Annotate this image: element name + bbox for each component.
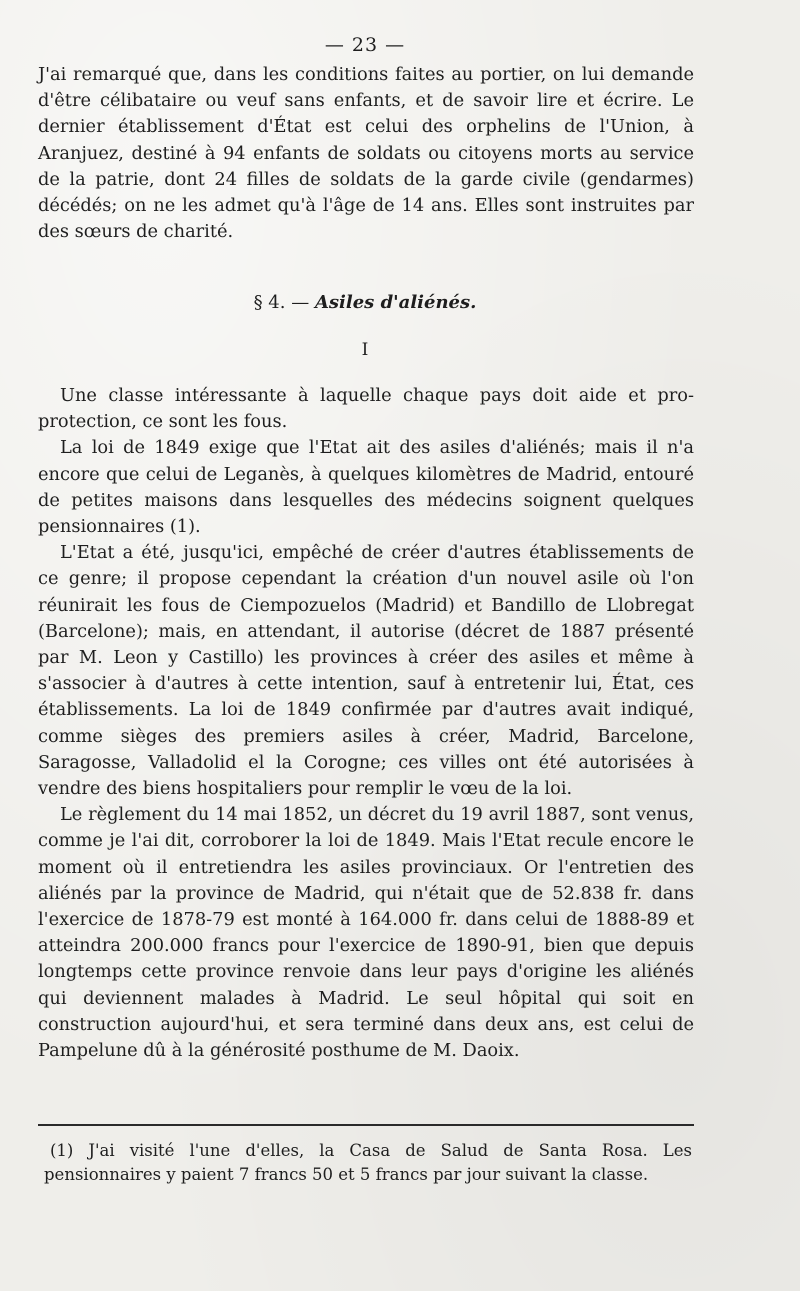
section-title: Asiles d'aliénés.	[314, 292, 477, 313]
body-paragraph: L'Etat a été, jusqu'ici, empêché de créer d'autres établissements de ce genre; il propose cependant la création d'un nouvel asile où l'on réunirait les fous de Ciempozuelos (Madrid) et Bandillo de Llobregat (Barcelone); mais, en attendant, il autorise (décret de 1887 présenté par M. Leon y Castillo) les provinces à créer des asiles et même à s'associer à d'autres à cette intention, sauf à entretenir lui, État, ces établissements. La loi de 1849 confirmée par d'autres avait indiqué, comme sièges des premiers asiles à créer, Madrid, Barcelone, Saragosse, Valladolid el la Corogne; ces villes ont été autorisées à vendre des biens hospitaliers pour remplir le vœu de la loi.	[38, 542, 694, 800]
opening-paragraph: J'ai remarqué que, dans les conditions faites au portier, on lui demande d'être célibataire ou veuf sans enfants, et de savoir lire et écrire. Le dernier établissement d'État est celui des orphelins de l'Union, à Aranjuez, destiné à 94 enfants de soldats ou citoyens morts au service de la patrie, dont 24 filles de soldats de la garde civile (gendarmes) décédés; on ne les admet qu'à l'âge de 14 ans. Elles sont instruites par des sœurs de charité.	[38, 64, 694, 243]
body-paragraph: Une classe intéressante à laquelle chaque pays doit aide et pro- protection, ce sont les fous.	[38, 385, 694, 433]
section-number: § 4. —	[253, 292, 310, 313]
section-body	[38, 383, 694, 1064]
subsection-numeral: I	[361, 340, 369, 360]
body-paragraph: Le règlement du 14 mai 1852, un décret du 19 avril 1887, sont venus, comme je l'ai dit, corroborer la loi de 1849. Mais l'Etat recule encore le moment où il entretiendra les asiles provinciaux. Or l'entretien des aliénés par la province de Madrid, qui n'était que de 52.838 fr. dans l'exercice de 1878-79 est monté à 164.000 fr. dans celui de 1888-89 et atteindra 200.000 francs pour l'exercice de 1890-91, bien que depuis longtemps cette province renvoie dans leur pays d'origine les aliénés qui deviennent malades à Madrid. Le seul hôpital qui soit en construction aujourd'hui, et sera terminé dans deux ans, est celui de Pampelune dû à la générosité posthume de M. Daoix.	[38, 804, 694, 1062]
footnote-separator	[38, 1124, 694, 1126]
opening-text	[38, 62, 694, 245]
body-paragraph: La loi de 1849 exige que l'Etat ait des asiles d'aliénés; mais il n'a encore que celui de Leganès, à quelques kilomètres de Madrid, entouré de petites maisons dans lesquelles des médecins soignent quelques pensionnaires (1).	[38, 437, 694, 538]
section-heading	[0, 292, 730, 313]
footnote: (1) J'ai visité l'une d'elles, la Casa de Salud de Santa Rosa. Les pensionnaires y paient 7 francs 50 et 5 francs par jour suivant la classe.	[44, 1141, 692, 1184]
page-number: — 23 —	[324, 34, 406, 56]
